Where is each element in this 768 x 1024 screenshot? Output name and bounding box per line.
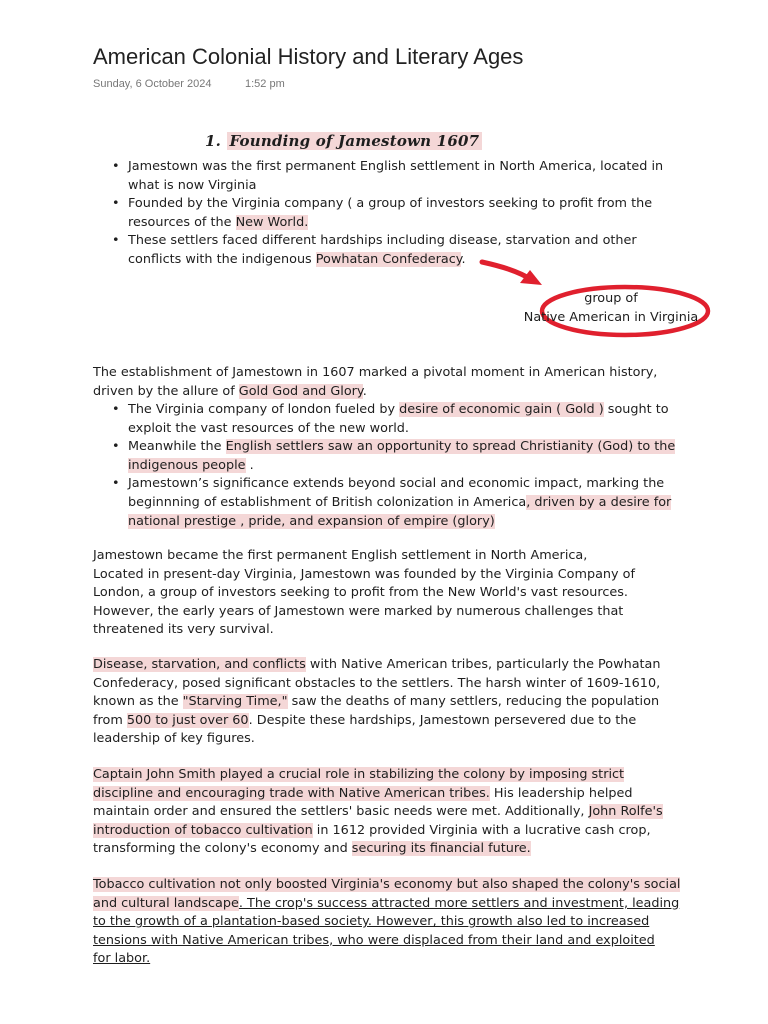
highlight: English settlers saw an opportunity to spread Christianity (God) to the <box>225 439 676 455</box>
paragraph-text: maintain order and ensured the settlers' basic needs were met. Additionally, <box>93 804 589 820</box>
list-item-text: . <box>461 251 466 267</box>
underlined-text: to the growth of a plantation-based society. However, this growth also led to increased <box>93 914 650 930</box>
paragraph-text: from <box>93 712 127 728</box>
highlight: introduction of tobacco cultivation <box>93 822 313 838</box>
highlight: Tobacco cultivation not only boosted Virginia's economy but also shaped the colony's social <box>93 877 681 892</box>
page-time: 1:52 pm <box>245 78 285 90</box>
highlight: discipline and encouraging trade with Native American tribes. <box>93 785 490 801</box>
highlight: securing its financial future. <box>351 841 531 857</box>
paragraph-text: saw the deaths of many settlers, reducing the population <box>287 694 660 710</box>
highlight: John Rolfe's <box>588 804 663 820</box>
highlight: indigenous people <box>128 457 246 473</box>
callout-note <box>516 290 706 327</box>
list-item <box>93 475 733 531</box>
paragraph-text: with Native American tribes, particularly the Powhatan <box>305 657 661 672</box>
list-item-text: Jamestown’s significance extends beyond social and economic impact, marking the <box>128 476 665 492</box>
paragraph-text: However, the early years of Jamestown were marked by numerous challenges that <box>93 603 624 619</box>
highlight: New World. <box>235 214 309 230</box>
callout-line: group of <box>584 291 638 306</box>
paragraph-jamestown <box>93 547 713 640</box>
list-item-text: beginnning of establishment of British colonization in America <box>128 494 527 510</box>
paragraph-text: known as the <box>93 694 183 710</box>
paragraph-text: driven by the allure of <box>93 383 239 399</box>
underlined-text: . The crop's success attracted more settlers and investment, leading <box>238 895 680 911</box>
paragraph-text: His leadership helped <box>489 785 633 801</box>
paragraph-text: The establishment of Jamestown in 1607 marked a pivotal moment in American history, <box>93 365 658 380</box>
paragraph-establishment <box>93 364 713 401</box>
list-item-text: sought to <box>603 402 669 417</box>
highlight: Captain John Smith played a crucial role in stabilizing the colony by imposing strict <box>93 767 625 782</box>
list-item-text: resources of the <box>128 214 236 230</box>
section-number: 1. <box>205 132 222 150</box>
paragraph-text: London, a group of investors seeking to profit from the New World's vast resources. <box>93 585 628 601</box>
highlight: 500 to just over 60 <box>126 712 249 728</box>
paragraph-text: transforming the colony's economy and <box>93 841 352 857</box>
list-item <box>93 438 733 475</box>
highlight: Disease, starvation, and conflicts <box>93 657 306 672</box>
highlight: , driven by a desire for <box>526 494 672 510</box>
list-item-text: what is now Virginia <box>128 177 257 193</box>
list-item-text: Founded by the Virginia company ( a group of investors seeking to profit from the <box>128 196 653 212</box>
list-item-text: These settlers faced different hardships including disease, starvation and other <box>128 233 637 249</box>
highlight: Gold God and Glory <box>238 383 363 399</box>
callout-line: Native American in Virginia <box>523 309 699 325</box>
paragraph-text: Confederacy, posed significant obstacles to the settlers. The harsh winter of 1609-1610, <box>93 675 661 691</box>
list-item-text: Meanwhile the <box>128 439 226 455</box>
list-item <box>93 195 733 232</box>
paragraph-text: leadership of key figures. <box>93 731 255 747</box>
list-item-text: . <box>245 457 254 473</box>
paragraph-text: threatened its very survival. <box>93 622 274 638</box>
paragraph-text: Jamestown became the first permanent English settlement in North America, <box>93 548 588 563</box>
list-item-text: The Virginia company of london fueled by <box>128 402 400 417</box>
paragraph-tobacco <box>93 876 713 969</box>
section-heading-text: Founding of Jamestown 1607 <box>227 132 483 150</box>
list-item-text: Jamestown was the first permanent English settlement in North America, located in <box>128 159 664 174</box>
highlight: "Starving Time," <box>182 694 288 710</box>
paragraph-hardships <box>93 656 713 749</box>
underlined-text: for labor. <box>93 951 151 967</box>
section-heading <box>205 132 482 150</box>
paragraph-text: Located in present-day Virginia, Jamestown was founded by the Virginia Company of <box>93 566 636 582</box>
highlight: Powhatan Confederacy <box>315 251 462 267</box>
paragraph-text: . Despite these hardships, Jamestown persevered due to the <box>248 712 637 728</box>
list-item-text: exploit the vast resources of the new world. <box>128 420 409 436</box>
underlined-text: tensions with Native American tribes, who were displaced from their land and exploited <box>93 932 655 948</box>
page-title: American Colonial History and Literary Ages <box>93 44 524 69</box>
page-date: Sunday, 6 October 2024 <box>93 78 212 90</box>
highlight: desire of economic gain ( Gold ) <box>399 402 604 417</box>
list-item <box>93 401 733 438</box>
paragraph-text: . <box>362 383 367 399</box>
highlight: and cultural landscape <box>93 895 239 911</box>
paragraph-text: in 1612 provided Virginia with a lucrative cash crop, <box>312 822 651 838</box>
highlight: national prestige , pride, and expansion of empire (glory) <box>128 513 495 529</box>
establishment-bullets <box>93 401 733 531</box>
list-item-text: conflicts with the indigenous <box>128 251 316 267</box>
paragraph-leadership <box>93 766 713 859</box>
list-item <box>93 158 733 195</box>
